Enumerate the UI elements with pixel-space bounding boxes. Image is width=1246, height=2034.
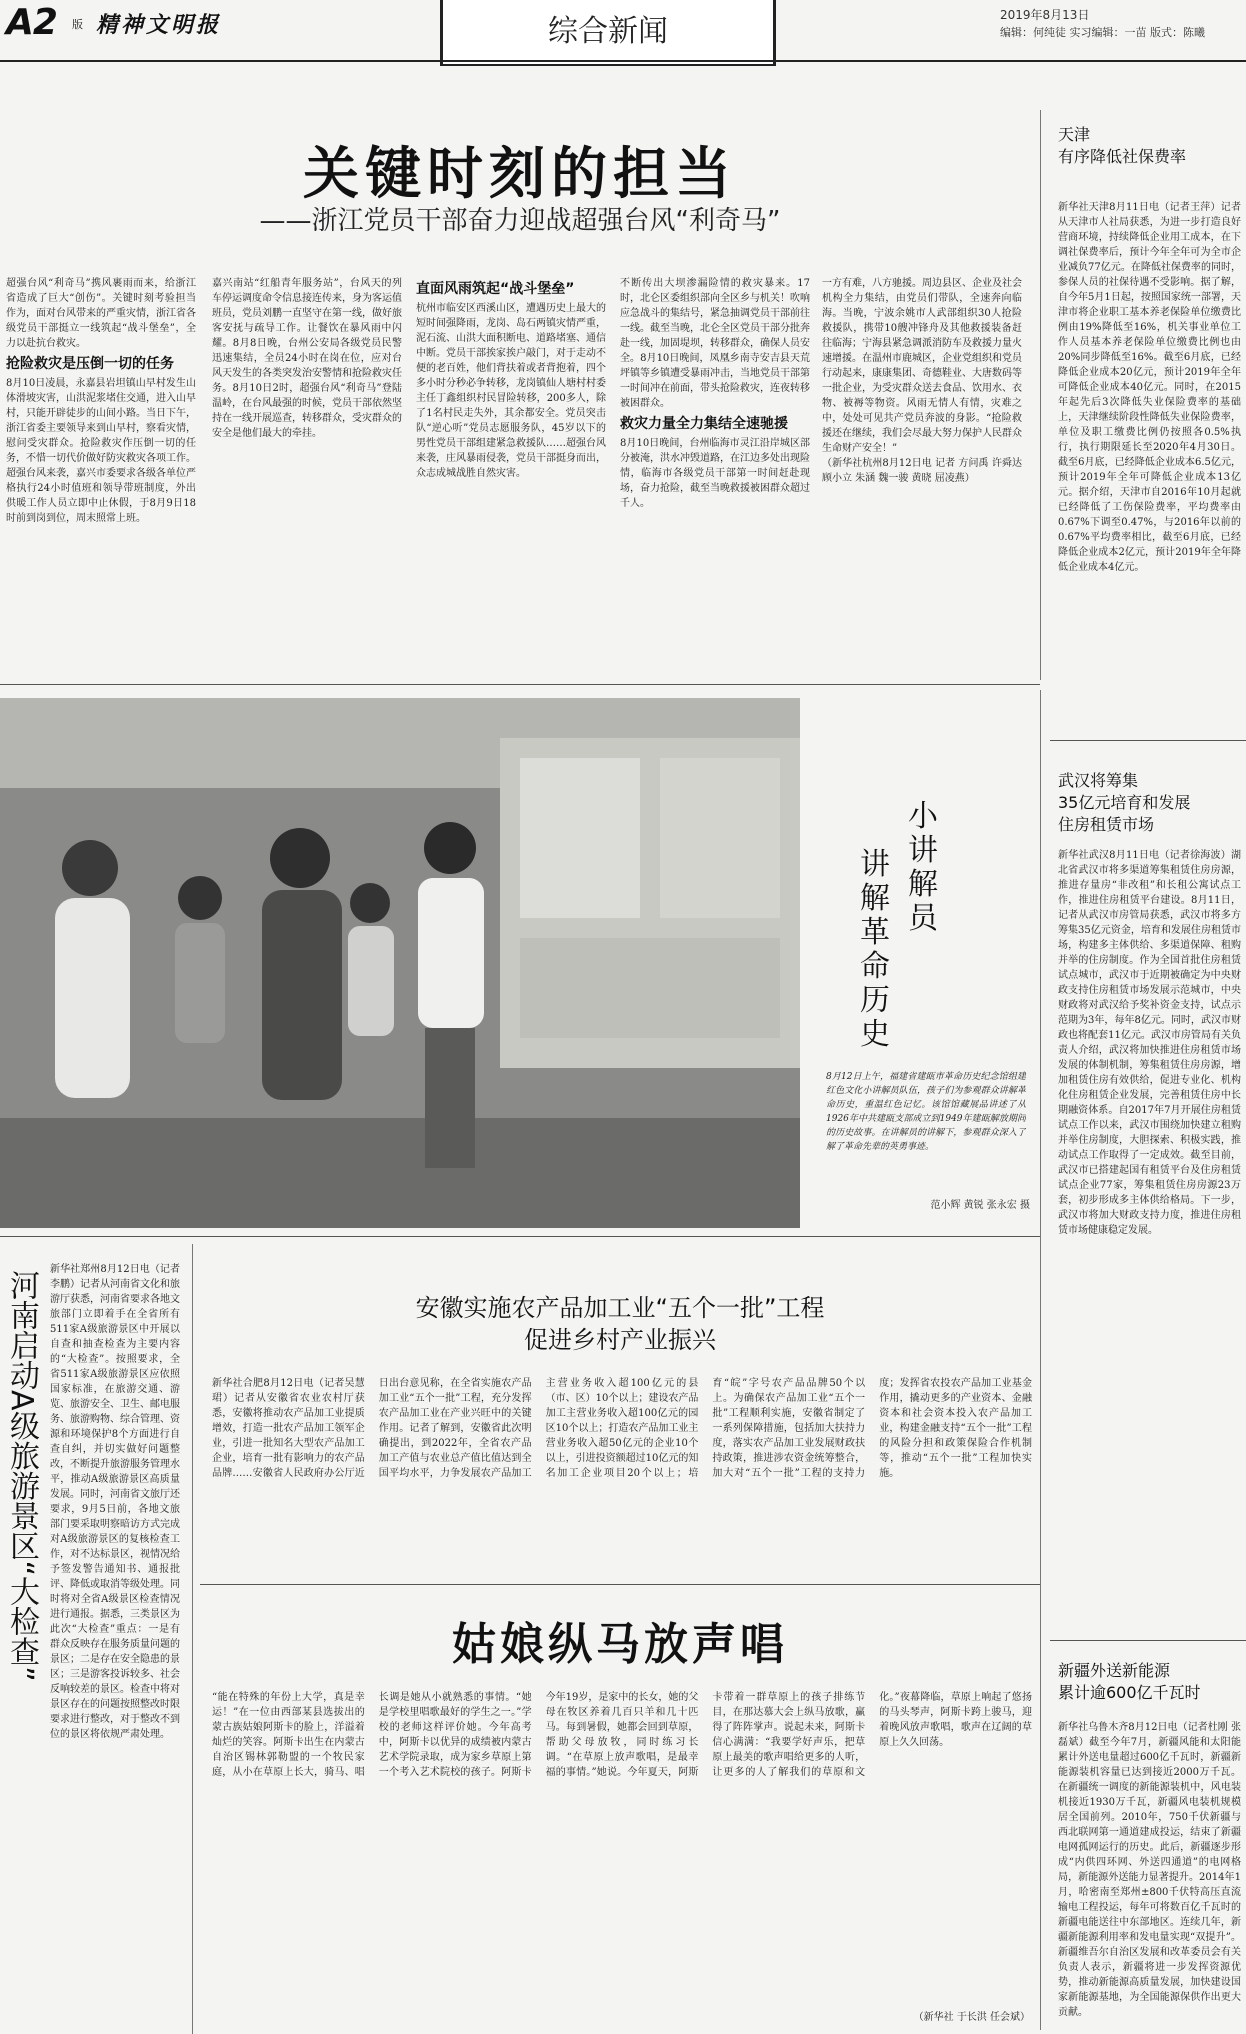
tianjin-title (1058, 124, 1243, 168)
masthead-rule (0, 60, 1246, 62)
editors-line: 编辑：何纯徒 实习编辑：一苗 版式：陈曦 (1000, 26, 1205, 39)
henan-body: 新华社郑州8月12日电（记者李鹏）记者从河南省文化和旅游厅获悉，河南省要求各地文旅部门立即着手在全省所有511家A级旅游景区中开展以自查和抽查检查为主要内容的“大检查”。按照要求，全省511家A级旅游景区应依照国家标准，在旅游交通、游览、旅游安全、卫生、邮电服务、旅游购物、综合管理、资源和环境保护8个方面进行自查自纠，并切实做好问题整改，不断提升旅游服务管理水平，推动A级旅游景区高质量发展。同时，河南省文旅厅还要求，9月5日前，各地文旅部门要采取明察暗访方式完成对A级旅游景区的复核检查工作，对不达标景区，视情况给予签发警告通知书、通报批评、降低或取消等级处理。同时将对全省A级景区检查情况进行通报。据悉，三类景区为此次“大检查”重点：一是有群众反映存在服务质量问题的景区；二是存在安全隐患的景区；三是游客投诉较多、社会反响较差的景区。检查中将对景区存在的问题按照整改时限要求进行整改，对于整改不到位的景区将依规严肃处理。 (50, 1264, 180, 1740)
tianjin-body: 新华社天津8月11日电（记者王萍）记者从天津市人社局获悉，为进一步打造良好营商环境，持续降低企业用工成本，在下调社保费率后，预计今年全年可为全市企业减负77亿元。在降低社保费率的同时，参保人员的社保待遇不受影响。据了解，自今年5月1日起，按照国家统一部署，天津市将企业职工基本养老保险单位缴费比例由19%降低至16%，机关事业单位工作人员基本养老保险单位缴费比例也由20%同步降低至16%。截至6月底，已经降低企业成本20亿元，预计2019年全年可降低企业成本40亿元。同时，在2015年起先后3次降低失业保险费率的基础上，天津继续阶段性降低失业保险费率，单位及职工缴费比例仍按照各0.5%执行，执行期限延长至2020年4月30日。截至6月底，已经降低企业成本6.5亿元，预计2019年全年可降低企业成本13亿元。据介绍，天津市自2016年10月起就已经降低了工伤保险费率，平均费率由0.67%下调至0.47%，与2016年以前的0.67%平均费率相比，截至6月底，已经降低企业成本2亿元，预计2019年全年降低企业成本4亿元。 (1058, 202, 1241, 573)
issue-date: 2019年8月13日 (1000, 8, 1090, 22)
lead-col4-body2: 8月10日晚间，台州临海市灵江沿岸城区部分被淹，洪水冲毁道路，在江边多处出现险情，临海市各级党员干部第一时间赶赴现场，奋力抢险，截至当晚救援被困群众超过千人。 (620, 438, 810, 509)
henan-divider (192, 1244, 193, 2034)
right-column-divider (1040, 690, 1041, 2030)
horse-body: “能在特殊的年份上大学，真是幸运！”在一位由西部某县选拔出的蒙古族姑娘阿斯卡的脸上，洋溢着灿烂的笑容。阿斯卡出生在内蒙古自治区锡林郭勒盟的一个牧民家庭，从小在草原上长大，骑马、唱长调是她从小就熟悉的事情。“她是学校里唱歌最好的学生之一。”学校的老师这样评价她。今年高考中，阿斯卡以优异的成绩被内蒙古艺术学院录取，成为家乡草原上第一个考入艺术院校的孩子。阿斯卡今年19岁，是家中的长女，她的父母在牧区养着几百只羊和几十匹马。每到暑假，她都会回到草原，帮助父母放牧，同时练习长调。“在草原上放声歌唱，是最幸福的事情。”她说。今年夏天，阿斯卡带着一群草原上的孩子排练节目，在那达慕大会上纵马放歌，赢得了阵阵掌声。说起未来，阿斯卡信心满满：“我要学好声乐，把草原上最美的歌声唱给更多的人听，让更多的人了解我们的草原和文化。”夜幕降临，草原上响起了悠扬的马头琴声，阿斯卡跨上骏马，迎着晚风放声歌唱，歌声在辽阔的草原上久久回荡。 (212, 1692, 1032, 1778)
xinjiang-title: 新疆外送新能源 累计逾600亿千瓦时 (1058, 1661, 1201, 1702)
lead-col-2: 嘉兴南站“红船青年服务站”，台风天的列车停运调度命令信息接连传来，身为客运值班员，党员刘鹏一直坚守在第一线，做好旅客安抚与疏导工作。让餐饮在暴风雨中闪耀。8月8日晚，台州公安局各级党员民警迅速集结，全员24小时在岗在位，应对台风天发生的各类突发治安警情和抢险救灾任务。8月10日2时，超强台风“利奇马”登陆温岭，在台风最强的时候，党员干部依然坚持在一线开展巡查，转移群众，受灾群众的安全是他们最大的牵挂。 (212, 278, 402, 439)
section-title: 综合新闻 (548, 14, 668, 49)
page-suffix: 版 (72, 18, 83, 31)
photo-title-col-1: 小 讲 解 员 (908, 799, 938, 936)
lead-credit: （新华社杭州8月12日电 记者 方问禹 许舜达 顾小立 朱涵 魏一骏 黄晓 屈凌燕） (822, 458, 1022, 484)
lead-col3-body: 杭州市临安区西溪山区，遭遇历史上最大的短时间强降雨，龙岗、岛石两镇灾情严重，泥石流、山洪大面积断电、道路堵塞、通信中断。党员干部挨家挨户敲门，对于走动不便的老百姓，他们背扶着或者背抱着，四个多小时分秒必争转移，龙岗镇仙人塘村村委主任丁鑫组织村民冒险转移，200多人，除了1名村民走失外，其余都安全。党员突击队“逆心听”党员志愿服务队，45岁以下的男性党员干部组建紧急救援队……超强台风来袭，庄风暴雨侵袭，党员干部挺身而出，众志成城战胜自然灾害。 (416, 303, 606, 479)
wuhan-body: 新华社武汉8月11日电（记者徐海波）湖北省武汉市将多渠道筹集租赁住房房源，推进存量房“非改租”和长租公寓试点工作，推进住房租赁平台建设。8月11日，记者从武汉市房管局获悉，武汉市将多方筹集35亿元资金，培育和发展住房租赁市场，构建多主体供给、多渠道保障、租购并举的住房制度。作为全国首批住房租赁试点城市，武汉市于近期被确定为中央财政支持住房租赁市场发展示范城市，中央财政将对武汉给予奖补资金支持，试点示范期为3年，每年8亿元。同时，武汉市财政也将配套11亿元。武汉市房管局有关负责人介绍，武汉将加快推进住房租赁市场发展的体制机制，筹集租赁住房房源，增加租赁住房有效供给，促进专业化、机构化住房租赁企业发展，完善租赁住房中长期融资体系。自2017年7月开展住房租赁试点工作以来，武汉市围绕加快建立租购并举住房制度，大胆探索、积极实践，推动试点工作取得了一定成效。截至目前，武汉市已搭建起国有租赁平台及住房租赁试点企业77家，筹集租赁住房房源23万套，初步形成多主体供给格局。下一步，武汉市将加大财政支持力度，推进住房租赁市场健康稳定发展。 (1058, 850, 1241, 1236)
lead-col-4 (620, 276, 810, 676)
lead-col4-body: 不断传出大坝渗漏险情的救灾暴来。17时，北仑区委组织部向全区乡与机关！吹响应急战斗的集结号，紧急抽调党员干部前往一线。截至当晚，北仑全区党员干部分批奔赴一线，加固堤坝，转移群众，确保人员安全。8月10日晚间，凤凰乡南寺安吉县天荒坪镇等乡镇遭受暴雨冲击，当地党员干部第一时间冲在前面，带头抢险救灾，连夜转移被困群众。 (620, 278, 810, 409)
lead-headline: 关键时刻的担当 (303, 142, 737, 207)
lead-col4-title: 救灾力量全力集结全速驰援 (620, 416, 788, 432)
lead-intro: 超强台风“利奇马”携风裹雨而来，给浙江省造成了巨大“创伤”。关键时刻考验担当作为，面对台风带来的严重灾情，浙江省各级党员干部挺立一线筑起“战斗堡垒”，全力以赴抗台救灾。 (6, 278, 196, 349)
anhui-title: 安徽实施农产品加工业“五个一批”工程 促进乡村产业振兴 (415, 1294, 825, 1354)
classroom-photo-icon (0, 698, 800, 1228)
news-photo (0, 698, 800, 1228)
henan-title: 河南启动A级旅游景区“大检查” (4, 1270, 39, 1682)
horse-credit: （新华社 于长洪 任会斌） (913, 2012, 1030, 2023)
lead-col-1 (6, 276, 196, 676)
photo-caption: 8月12日上午，福建省建瓯市革命历史纪念馆组建红色文化小讲解员队伍，孩子们为参观群众讲解革命历史，重温红色记忆。该馆馆藏展品讲述了从1926年中共建瓯支部成立到1949年建瓯解放期间的历史故事。在讲解员的讲解下，参观群众深入了解了革命先辈的英勇事迹。 (826, 1072, 1026, 1152)
lead-subhead: ——浙江党员干部奋力迎战超强台风“利奇马” (259, 206, 781, 236)
xinjiang-body: 新华社乌鲁木齐8月12日电（记者杜刚 张磊斌）截至今年7月，新疆风能和太阳能累计外送电量超过600亿千瓦时，新疆新能源装机容量已达到接近2000万千瓦。在新疆统一调度的新能源装机中，风电装机接近1930万千瓦，新疆风电装机规模居全国前列。2010年，750千伏新疆与西北联网第一通道建成投运，结束了新疆电网孤网运行的历史。此后，新疆逐步形成“内供四环网、外送四通道”的电网格局，新能源外送能力显著提升。2014年1月，哈密南至郑州±800千伏特高压直流输电工程投运，每年可将数百亿千瓦时的新疆电能送往中东部地区。连续几年，新疆新能源利用率和发电量实现“双提升”。新疆维吾尔自治区发展和改革委员会有关负责人表示，新疆将进一步发挥资源优势，推动新能源高质量发展，加快建设国家新能源基地，为全国能源保供作出更大贡献。 (1058, 1722, 1241, 2018)
paper-name: 精神文明报 (96, 12, 222, 38)
wuhan-bottom-rule (1050, 1640, 1246, 1641)
lead-col5-body: 一方有难，八方驰援。周边县区、企业及社会机构全力集结，由党员们带队，全速奔向临海。当晚，宁波余姚市人武部组织30人抢险救援队，携带10艘冲锋舟及其他救援装备赶往临海；宁海县紧急调派消防车及救援力量火速增援。在温州市鹿城区，企业党组织和党员行动起来，康康集团、奇德鞋业、大唐数码等一批企业，为受灾群众送去食品、饮用水、衣物、被褥等物资。风雨无情人有情，灾难之中，处处可见共产党员奔波的身影。“抢险救援还在继续，我们会尽最大努力保护人民群众生命财产安全！” (822, 278, 1022, 454)
page-code: A2 (6, 2, 57, 43)
tianjin-title-l1: 天津 (1058, 125, 1091, 144)
lead-col3-title: 直面风雨筑起“战斗堡垒” (416, 281, 575, 297)
wuhan-title: 武汉将筹集 35亿元培育和发展 住房租赁市场 (1058, 771, 1191, 834)
lead-col-5 (822, 276, 1022, 676)
anhui-bottom-rule (200, 1584, 1040, 1585)
horse-title: 姑娘纵马放声唱 (452, 1619, 788, 1670)
lead-bottom-rule (0, 684, 1040, 685)
right-column-divider-top (1040, 110, 1041, 680)
photo-credit: 范小辉 黄锐 张永宏 摄 (930, 1200, 1030, 1211)
lead-section1-title: 抢险救灾是压倒一切的任务 (6, 356, 174, 372)
photo-bottom-rule (0, 1236, 1040, 1237)
lead-section1-body: 8月10日凌晨，永嘉县岩坦镇山早村发生山体滑坡灾害，山洪泥浆堵住交通，进入山早村，只能开辟徒步的山间小路。当日下午，浙江省委主要领导来到山早村，察看灾情，慰问受灾群众。抢险救灾作压倒一切的任务，不惜一切代价做好防灾救灾各项工作。超强台风来袭，嘉兴市委要求各级各单位严格执行24小时值班和领导带班制度，外出供暖工作人员立即中止休假，于8月9日18时前到岗到位，周末照常上班。 (6, 378, 196, 524)
tianjin-bottom-rule (1050, 740, 1246, 741)
tianjin-title-l2: 有序降低社保费率 (1058, 147, 1187, 166)
photo-title-col-2: 讲 解 革 命 历 史 (860, 847, 890, 1052)
lead-col-3 (416, 276, 606, 676)
anhui-body: 新华社合肥8月12日电（记者吴慧珺）记者从安徽省农业农村厅获悉，安徽将推动农产品加工业提质增效，打造一批农产品加工领军企业，引进一批知名大型农产品加工企业，培育一批有影响力的农产品品牌……安徽省人民政府办公厅近日出台意见称，在全省实施农产品加工业“五个一批”工程，充分发挥农产品加工业在产业兴旺中的关键作用。记者了解到，安徽省此次明确提出，到2022年，全省农产品加工产值与农业总产值比值达到全国平均水平，力争发展农产品加工主营业务收入超100亿元的县（市、区）10个以上；建设农产品加工主营业务收入超100亿元的园区10个以上；打造农产品加工业主营业务收入超50亿元的企业10个以上，引进投资额超过10亿元的知名加工企业项目20个以上；培育“皖”字号农产品品牌50个以上。为确保农产品加工业“五个一批”工程顺利实施，安徽省制定了一系列保障措施，包括加大扶持力度，落实农产品加工业发展财政扶持政策，推进涉农资金统筹整合，加大对“五个一批”工程的支持力度；发挥省农投农产品加工业基金作用，撬动更多的产业资本、金融资本和社会资本投入农产品加工业，构建金融支持“五个一批”工程的风险分担和政策保险合作机制等，推动“五个一批”工程加快实施。 (212, 1378, 1032, 1479)
